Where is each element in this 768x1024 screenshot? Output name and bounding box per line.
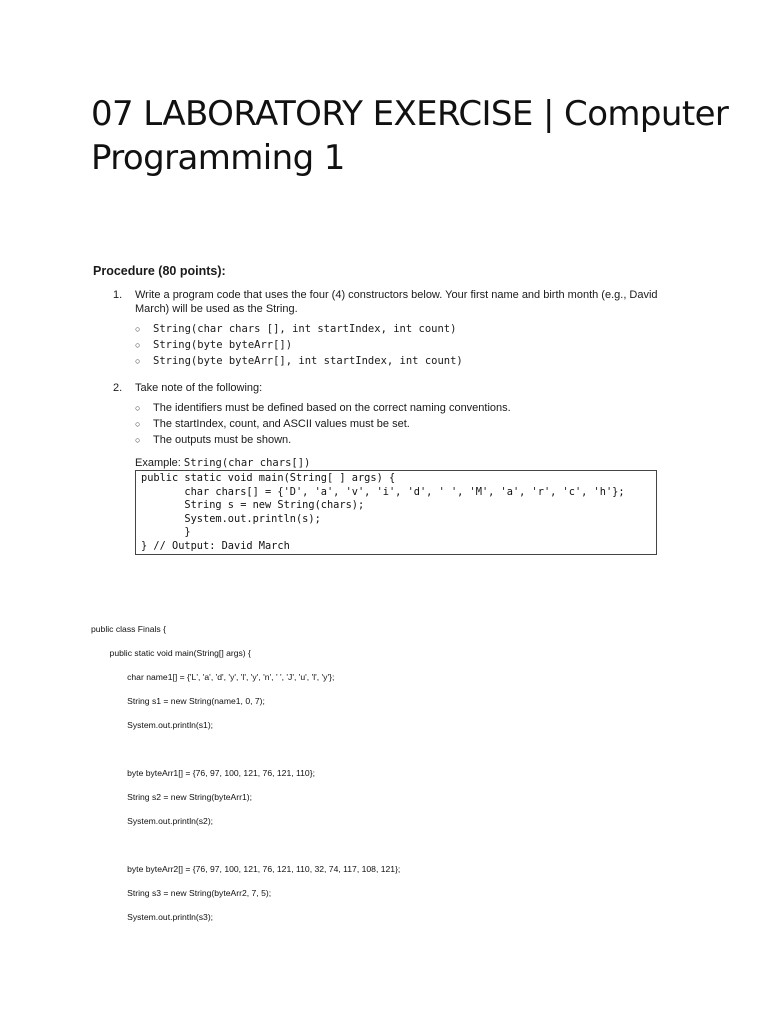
example-code-box: [135, 470, 657, 555]
step-text: Write a program code that uses the four (4) constructors below. Your first name and birth month (e.g., David March) will be used as the String.: [135, 289, 658, 315]
code-line: } // Output: David March: [141, 539, 290, 552]
code-line: String s = new String(chars);: [141, 499, 365, 512]
circle-bullet-icon: ○: [135, 435, 141, 445]
source-line: char name1[] = {'L', 'a', 'd', 'y', 'l', 'y', 'n', ' ', 'J', 'u', 'l', 'y'};: [108, 672, 335, 682]
source-line: String s2 = new String(byteArr1);: [108, 792, 252, 802]
procedure-heading: Procedure (80 points):: [93, 264, 226, 278]
note-text: The outputs must be shown.: [153, 434, 292, 446]
list-item: [135, 401, 673, 416]
list-item: [135, 338, 673, 353]
circle-bullet-icon: ○: [135, 419, 141, 429]
list-item: [135, 322, 673, 337]
list-item: [135, 417, 673, 432]
constructor-list: [135, 322, 673, 369]
circle-bullet-icon: ○: [135, 324, 141, 334]
source-line: String s3 = new String(byteArr2, 7, 5);: [108, 888, 272, 898]
step-2: [113, 381, 673, 395]
constructor-signature: String(char chars [], int startIndex, int count): [153, 323, 457, 335]
code-line: char chars[] = {'D', 'a', 'v', 'i', 'd', ' ', 'M', 'a', 'r', 'c', 'h'};: [141, 485, 625, 498]
source-line: String s1 = new String(name1, 0, 7);: [108, 696, 265, 706]
constructor-signature: String(byte byteArr[]): [153, 339, 293, 351]
source-line: byte byteArr2[] = {76, 97, 100, 121, 76, 121, 110, 32, 74, 117, 108, 121};: [108, 864, 401, 874]
circle-bullet-icon: ○: [135, 403, 141, 413]
page-title: 07 LABORATORY EXERCISE | Computer Programming 1: [91, 94, 729, 178]
step-text: Take note of the following:: [135, 382, 263, 394]
note-text: The identifiers must be defined based on the correct naming conventions.: [153, 402, 511, 414]
note-text: The startIndex, count, and ASCII values must be set.: [153, 418, 410, 430]
source-line: System.out.println(s1);: [108, 720, 214, 730]
example-prefix: Example:: [135, 457, 181, 469]
notes-list: [135, 401, 673, 448]
source-line: byte byteArr1[] = {76, 97, 100, 121, 76, 121, 110};: [108, 768, 315, 778]
circle-bullet-icon: ○: [135, 340, 141, 350]
example-label: [135, 456, 673, 470]
source-line: System.out.println(s3);: [108, 912, 214, 922]
source-line: public static void main(String[] args) {: [100, 648, 251, 658]
example-signature: String(char chars[]): [183, 457, 311, 469]
constructor-signature: String(byte byteArr[], int startIndex, int count): [153, 355, 463, 367]
list-item: [135, 354, 673, 369]
code-line: public static void main(String[ ] args) {: [141, 472, 396, 484]
source-line: System.out.println(s2);: [108, 816, 214, 826]
code-line: }: [141, 526, 191, 539]
circle-bullet-icon: ○: [135, 356, 141, 366]
step-1: [113, 288, 673, 316]
step-number: 1.: [113, 289, 123, 301]
code-line: System.out.println(s);: [141, 512, 321, 525]
procedure-section: [93, 264, 673, 555]
list-item: [135, 433, 673, 448]
source-line: public class Finals {: [91, 624, 166, 634]
step-number: 2.: [113, 382, 123, 394]
